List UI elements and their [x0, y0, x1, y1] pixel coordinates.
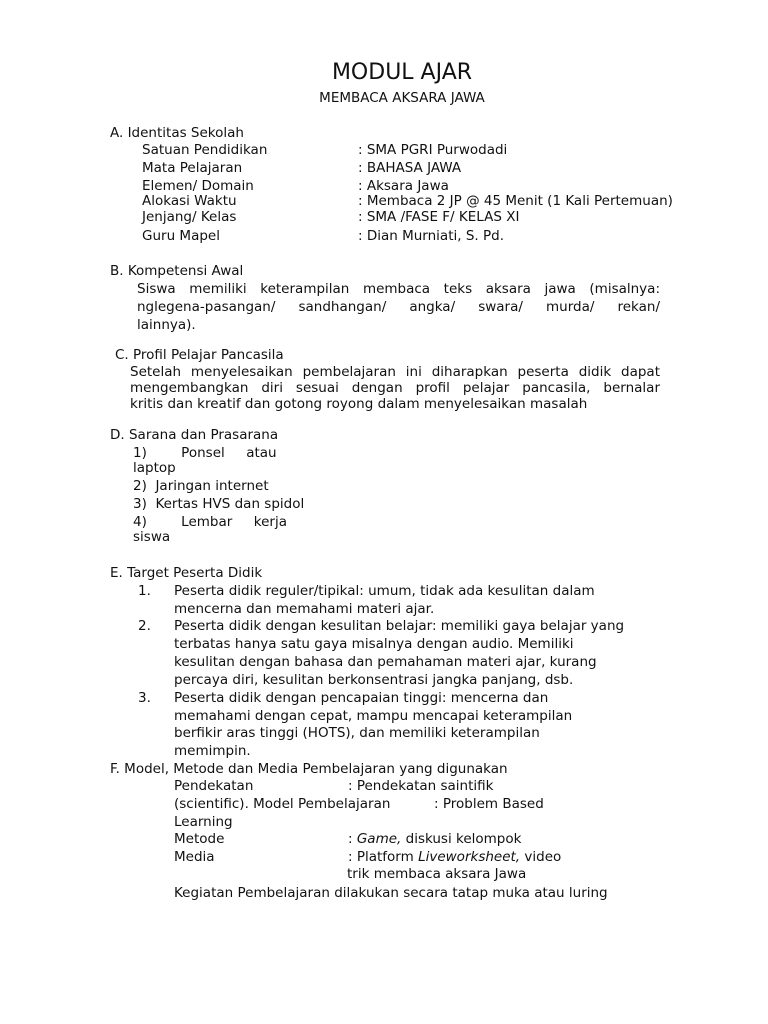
paragraph-line: nglegena-pasangan/ sandhangan/ angka/ swara/ murda/ rekan/ — [137, 299, 660, 315]
list-item-line: Peserta didik dengan kesulitan belajar: memiliki gaya belajar yang — [174, 618, 625, 634]
list-item-line: memahami dengan cepat, mampu mencapai keterampilan — [174, 708, 573, 724]
pendekatan-value: : Pendekatan saintifik — [348, 778, 494, 794]
identity-label: Guru Mapel — [142, 228, 220, 244]
paragraph-line: kritis dan kreatif dan gotong royong dalam menyelesaikan masalah — [130, 396, 588, 412]
identity-label: Satuan Pendidikan — [142, 142, 268, 158]
model-value: : Problem Based — [434, 796, 544, 812]
pendekatan-label: Pendekatan — [174, 778, 254, 794]
document-subtitle: MEMBACA AKSARA JAWA — [319, 90, 485, 106]
metode-label: Metode — [174, 831, 225, 847]
list-item: 1) Ponsel atau — [133, 445, 277, 461]
identity-value: : Aksara Jawa — [358, 178, 449, 194]
identity-value: : SMA /FASE F/ KELAS XI — [358, 209, 520, 225]
paragraph-line: lainnya). — [137, 317, 196, 333]
media-prefix: : Platform — [348, 849, 419, 865]
identity-label: Mata Pelajaran — [142, 160, 243, 176]
list-item-line: Peserta didik reguler/tipikal: umum, tidak ada kesulitan dalam — [174, 583, 595, 599]
list-number: 3. — [138, 690, 151, 706]
kegiatan-line: Kegiatan Pembelajaran dilakukan secara tatap muka atau luring — [174, 885, 608, 901]
paragraph-line: mengembangkan diri sesuai dengan profil pelajar pancasila, bernalar — [130, 380, 660, 396]
identity-value: : BAHASA JAWA — [358, 160, 462, 176]
section-f-heading: F. Model, Metode dan Media Pembelajaran yang digunakan — [110, 761, 508, 777]
media-rest: video — [520, 849, 562, 865]
media-value — [348, 848, 561, 866]
section-d-heading: D. Sarana dan Prasarana — [110, 427, 279, 443]
scientific-line: (scientific). Model Pembelajaran — [174, 796, 391, 812]
paragraph-line: Siswa memiliki keterampilan membaca teks aksara jawa (misalnya: — [137, 281, 660, 297]
metode-value — [348, 830, 521, 848]
list-item-line: memimpin. — [174, 743, 251, 759]
identity-label: Jenjang/ Kelas — [142, 209, 237, 225]
metode-prefix: : — [348, 831, 357, 847]
list-item-line: terbatas hanya satu gaya misalnya dengan audio. Memiliki — [174, 636, 574, 652]
list-item-line: Peserta didik dengan pencapaian tinggi: mencerna dan — [174, 690, 549, 706]
identity-label: Alokasi Waktu — [142, 193, 237, 209]
list-number: 2. — [138, 618, 151, 634]
list-item-continuation: siswa — [133, 529, 171, 545]
section-e-heading: E. Target Peserta Didik — [110, 565, 263, 581]
list-number: 1. — [138, 583, 151, 599]
section-b-heading: B. Kompetensi Awal — [110, 263, 244, 279]
identity-label: Elemen/ Domain — [142, 178, 254, 194]
media-label: Media — [174, 849, 215, 865]
list-item-line: mencerna dan memahami materi ajar. — [174, 601, 435, 617]
media-line2: trik membaca aksara Jawa — [347, 866, 527, 882]
learning-line: Learning — [174, 814, 233, 830]
list-item: 2) Jaringan internet — [133, 478, 269, 494]
list-item: 4) Lembar kerja — [133, 514, 287, 530]
section-c-heading: C. Profil Pelajar Pancasila — [115, 347, 284, 363]
list-item-line: berfikir aras tinggi (HOTS), dan memiliki keterampilan — [174, 725, 540, 741]
identity-value: : Membaca 2 JP @ 45 Menit (1 Kali Pertemuan) — [358, 193, 673, 209]
list-item-line: kesulitan dengan bahasa dan pemahaman materi ajar, kurang — [174, 654, 597, 670]
list-item-continuation: laptop — [133, 460, 176, 476]
metode-game: Game, — [356, 831, 402, 847]
identity-value: : SMA PGRI Purwodadi — [358, 142, 508, 158]
section-a-heading: A. Identitas Sekolah — [110, 125, 244, 141]
media-italic: Liveworksheet, — [418, 849, 521, 865]
paragraph-line: Setelah menyelesaikan pembelajaran ini diharapkan peserta didik dapat — [130, 364, 660, 380]
document-title: MODUL AJAR — [331, 60, 473, 85]
list-item: 3) Kertas HVS dan spidol — [133, 496, 305, 512]
list-item-line: percaya diri, kesulitan berkonsentrasi jangka panjang, dsb. — [174, 672, 574, 688]
identity-value: : Dian Murniati, S. Pd. — [358, 228, 504, 244]
metode-rest: diskusi kelompok — [401, 831, 522, 847]
